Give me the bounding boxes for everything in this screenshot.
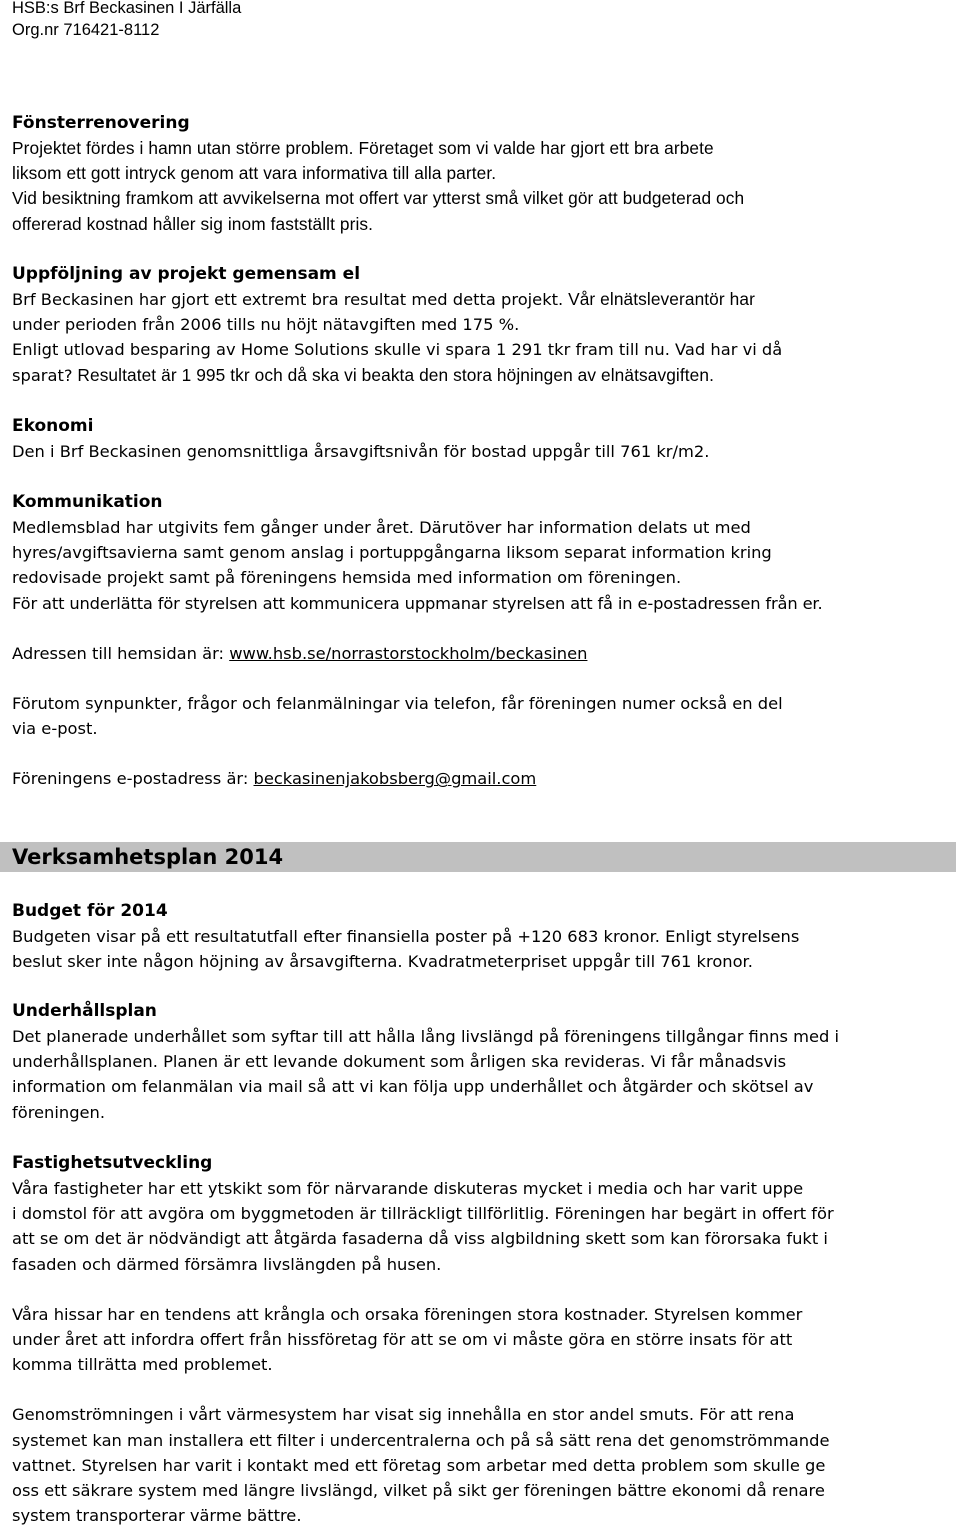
homepage-link[interactable]: www.hsb.se/norrastorstockholm/beckasinen — [229, 643, 588, 663]
paragraph-line: i domstol för att avgöra om byggmetoden är tillräckligt tillförlitlig. Föreningen har begärt in offert för — [12, 1204, 834, 1224]
paragraph-line: oss ett säkrare system med längre livslängd, vilket på sikt ger föreningen bättre ekonomi då renare — [12, 1481, 825, 1501]
heading-ekonomi: Ekonomi — [12, 416, 94, 436]
text-span: Brf Beckasinen har gjort ett extremt bra resultat med detta projekt. — [12, 290, 564, 309]
heading-budget: Budget för 2014 — [12, 901, 168, 921]
section-banner-verksamhetsplan — [0, 842, 956, 872]
paragraph-line: Vid besiktning framkom att avvikelserna mot offert var ytterst små vilket gör att budgeterad och — [12, 188, 745, 209]
paragraph-line: underhållsplanen. Planen är ett levande dokument som årligen ska revideras. Vi får månadsvis — [12, 1052, 787, 1072]
paragraph-line: system transporterar värme bättre. — [12, 1506, 302, 1526]
paragraph-line: Genomströmningen i vårt värmesystem har visat sig innehålla en stor andel smuts. För att rena — [12, 1405, 795, 1425]
paragraph-line: fasaden och därmed försämra livslängden på husen. — [12, 1254, 442, 1274]
text-span: Resultatet är 1 995 tkr och då ska vi beakta den stora höjningen av elnätsavgiften. — [72, 364, 714, 385]
section-fastighetsutveckling — [12, 1151, 834, 1528]
paragraph-line: under perioden från 2006 tills nu höjt nätavgiften med 175 %. — [12, 315, 520, 335]
section-gemensam-el — [12, 262, 782, 388]
text-span: sparat? — [12, 365, 73, 385]
paragraph-line: liksom ett gott intryck genom att vara informativa till alla parter. — [12, 163, 497, 184]
text-span: Enligt styrelsens — [659, 927, 800, 946]
paragraph-line: att se om det är nödvändigt att åtgärda fasaderna då viss algbildning skett som kan förorsaka fukt i — [12, 1229, 828, 1249]
paragraph-line: beslut sker inte någon höjning av årsavgifterna. Kvadratmeterpriset uppgår till 761 kronor. — [12, 952, 753, 972]
paragraph-line: hyres/avgiftsavierna samt genom anslag i portuppgångarna liksom separat information kring — [12, 543, 772, 563]
paragraph-line: komma tillrätta med problemet. — [12, 1355, 273, 1375]
paragraph-line — [12, 515, 823, 540]
homepage-address-label: Adressen till hemsidan är: — [12, 643, 230, 663]
paragraph-line: redovisade projekt samt på föreningens hemsida med information om föreningen. — [12, 568, 682, 588]
paragraph-line — [12, 363, 782, 388]
paragraph-line: via e-post. — [12, 719, 98, 739]
header-org-number: Org.nr 716421-8112 — [12, 21, 160, 39]
heading-gemensam-el: Uppföljning av projekt gemensam el — [12, 264, 361, 284]
heading-kommunikation: Kommunikation — [12, 492, 163, 512]
paragraph-line: vattnet. Styrelsen har varit i kontakt med ett företag som arbetar med detta problem som skulle ge — [12, 1455, 826, 1475]
paragraph-line: Projektet fördes i hamn utan större problem. Företaget som vi valde har gjort ett bra arbete — [12, 138, 714, 158]
paragraph-line: offererad kostnad håller sig inom fastställt pris. — [12, 213, 374, 234]
section-fonsterrenovering — [12, 111, 744, 237]
banner-title: Verksamhetsplan 2014 — [12, 845, 284, 869]
paragraph-line: systemet kan man installera ett filter i undercentralerna och på så sätt rena det genomströmmande — [12, 1430, 830, 1450]
paragraph-line: Det planerade underhållet som syftar till att hålla lång livslängd på föreningens tillgångar finns med i — [12, 1027, 840, 1046]
section-ekonomi — [12, 414, 709, 464]
text-span: Medlemsblad har utgivits fem gånger under året. — [12, 518, 414, 537]
email-address-line — [12, 766, 823, 791]
paragraph-line: För att underlätta för styrelsen att kommunicera uppmanar styrelsen att få in e-postadressen från er. — [12, 593, 823, 613]
homepage-address-line — [12, 641, 823, 666]
heading-underhallsplan: Underhållsplan — [12, 1001, 157, 1021]
heading-fonsterrenovering: Fönsterrenovering — [12, 113, 190, 133]
email-address-label: Föreningens e-postadress är: — [12, 769, 254, 789]
paragraph-line: information om felanmälan via mail så att vi kan följa upp underhållet och åtgärder och skötsel av — [12, 1077, 814, 1097]
text-span: Budgeten visar på ett resultatutfall efter finansiella poster på +120 683 kronor. — [12, 927, 660, 946]
paragraph-line — [12, 287, 782, 312]
header-association-name: HSB:s Brf Beckasinen I Järfälla — [12, 0, 242, 17]
section-kommunikation — [12, 490, 823, 792]
paragraph-line: Våra hissar har en tendens att krångla och orsaka föreningen stora kostnader. Styrelsen kommer — [12, 1304, 803, 1324]
paragraph-line — [12, 924, 799, 949]
paragraph-line: Förutom synpunkter, frågor och felanmälningar via telefon, får föreningen numer också en del — [12, 694, 783, 714]
paragraph-line: under året att infordra offert från hissföretag för att se om vi måste göra en större insats för att — [12, 1330, 793, 1350]
paragraph-line: Enligt utlovad besparing av Home Solutions skulle vi spara 1 291 tkr fram till nu. Vad har vi då — [12, 340, 783, 360]
paragraph-line: Våra fastigheter har ett ytskikt som för närvarande diskuteras mycket i media och har varit uppe — [12, 1179, 804, 1198]
text-span: Vår elnätsleverantör har — [563, 289, 755, 309]
section-budget — [12, 899, 799, 974]
email-link[interactable]: beckasinenjakobsberg@gmail.com — [253, 769, 537, 789]
heading-fastighetsutveckling: Fastighetsutveckling — [12, 1153, 213, 1173]
paragraph-line: föreningen. — [12, 1102, 106, 1122]
text-span: Därutöver har information delats ut med — [413, 518, 751, 537]
paragraph-line: Den i Brf Beckasinen genomsnittliga årsavgiftsnivån för bostad uppgår till 761 kr/m2. — [12, 442, 710, 461]
section-underhallsplan — [12, 999, 839, 1125]
